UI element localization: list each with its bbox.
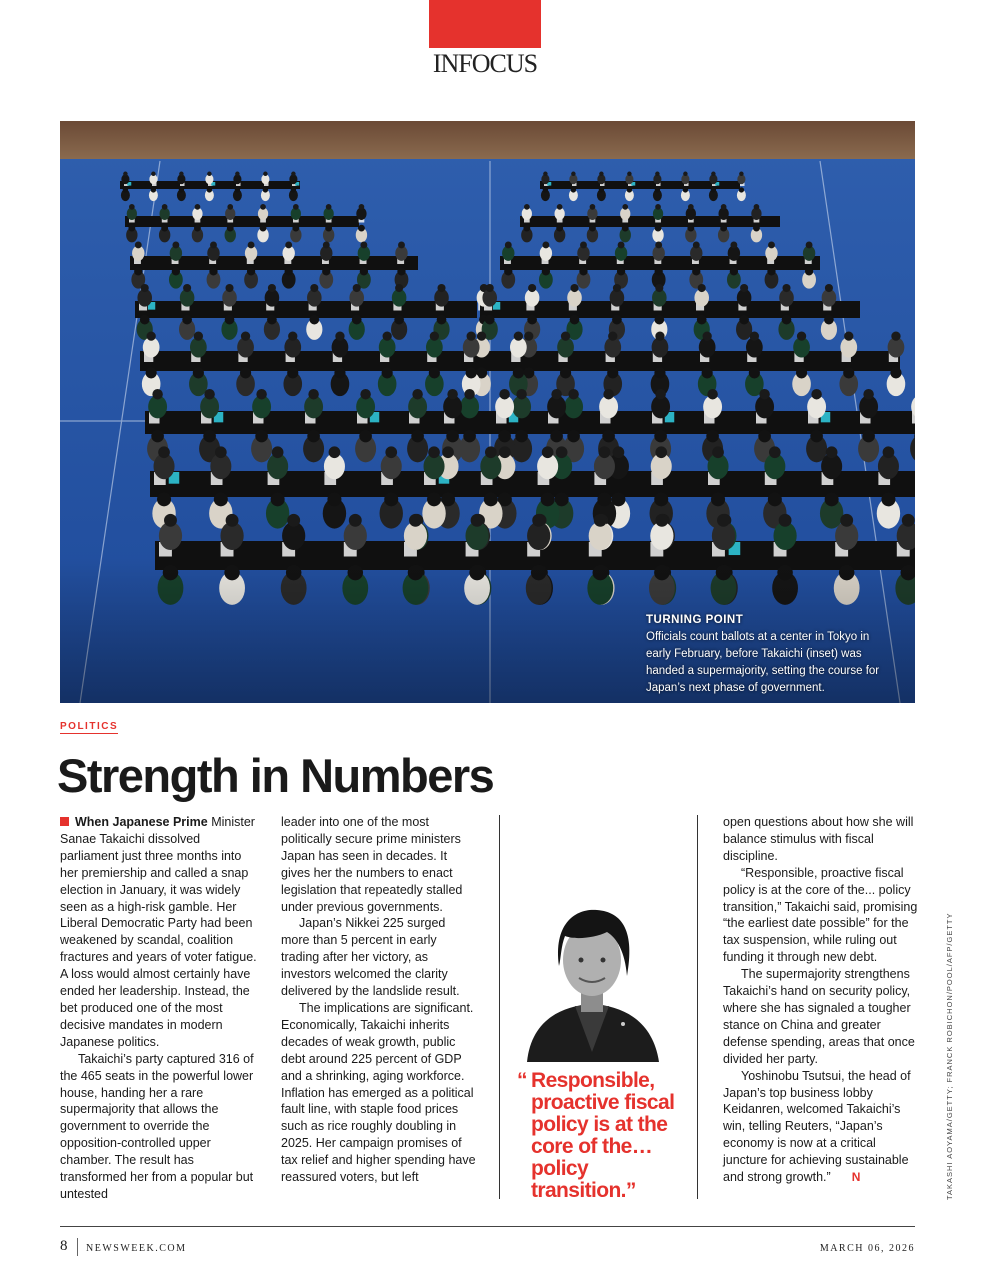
paragraph: “Responsible, proactive fiscal policy is at the core of the... policy transition,” Takaichi said, promising “the earliest date possible” for the tax suspension, while ruling out funding it through new debt.	[723, 865, 918, 965]
column-divider	[499, 815, 500, 1199]
column-divider	[697, 815, 698, 1199]
paragraph: leader into one of the most politically secure prime ministers Japan has seen in decades. It gives her the numbers to enact legislation that repeatedly stalled under previous governments.	[281, 815, 463, 914]
section-color-block	[429, 0, 541, 48]
article-headline: Strength in Numbers	[57, 749, 494, 802]
paragraph: The implications are significant. Economically, Takaichi inherits decades of weak growth, public debt around 225 percent of GDP and a shrinking, aging workforce. Inflation has emerged as a political fault line, with staple food prices such as rice roughly doubling in 2025. Her campaign promises of tax relief and higher spending have reassured voters, but left	[281, 1000, 476, 1185]
newsweek-end-mark-icon: N	[851, 1170, 861, 1185]
caption-heading: TURNING POINT	[646, 614, 744, 626]
takaichi-portrait	[519, 902, 665, 1062]
footer-site-link[interactable]: NEWSWEEK.COM	[86, 1243, 187, 1254]
paragraph: The supermajority strengthens Takaichi’s hand on security policy, where she has signaled a tougher stance on China and greater defense spending, areas that once divided her party.	[723, 967, 915, 1066]
article-column-3	[723, 814, 918, 1186]
section-label: INFOCUS	[432, 49, 538, 78]
paragraph: Yoshinobu Tsutsui, the head of Japan’s top business lobby Keidanren, welcomed Takaichi’s win, telling Reuters, “Japan’s economy is now at a critical juncture for achieving sustainable and strong growth.”	[723, 1068, 911, 1185]
pull-quote-text: Responsible, proactive fiscal policy is at the core of the…policy transition.”	[531, 1069, 675, 1202]
portrait-illustration	[519, 902, 665, 1062]
footer-separator	[77, 1238, 78, 1256]
lead-in: When Japanese Prime	[75, 815, 208, 829]
paragraph: Takaichi’s party captured 316 of the 465 seats in the powerful lower house, handing her a rare supermajority that allows the government to override the opposition-controlled upper chamber. The result has transformed her from a popular but untested	[60, 1051, 254, 1201]
paragraph: open questions about how she will balance stimulus with fiscal discipline.	[723, 815, 914, 863]
lead-square-icon	[60, 817, 69, 826]
section-kicker: POLITICS	[60, 721, 119, 732]
quote-mark-icon: “	[517, 1069, 527, 1092]
caption-text: Officials count ballots at a center in Tokyo in early February, before Takaichi (inset) was handed a supermajority, setting the course for Japan’s next phase of government.	[646, 631, 880, 694]
article-column-1	[60, 814, 258, 1203]
pull-quote	[517, 1070, 692, 1202]
issue-date: MARCH 06, 2026	[819, 1243, 915, 1254]
footer-rule	[60, 1226, 915, 1227]
photo-credit: TAKASHI AOYAMA/GETTY; FRANCK ROBICHON/POOL/AFP/GETTY	[945, 912, 954, 1200]
article-column-2	[281, 814, 477, 1186]
page-number: 8	[60, 1238, 68, 1254]
paragraph: Minister Sanae Takaichi dissolved parliament just three months into her premiership and called a snap election in January, it was widely seen as a high-risk gamble. Her Liberal Democratic Party had been weakened by scandal, coalition fractures and years of voter fatigue. A loss would almost certainly have ended her leadership. Instead, the bet produced one of the most decisive mandates in modern Japanese politics.	[60, 815, 257, 1049]
paragraph: Japan’s Nikkei 225 surged more than 5 percent in early trading after her victory, as investors welcomed the clarity delivered by the landslide result.	[281, 916, 460, 999]
photo-caption	[646, 612, 896, 697]
